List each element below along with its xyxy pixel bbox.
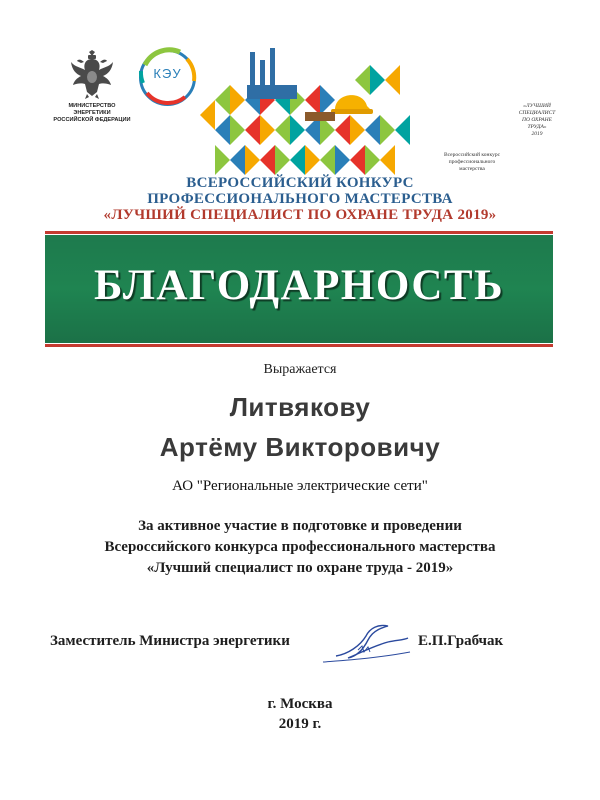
emblem-caption-line: мастерства bbox=[459, 166, 485, 172]
ministry-name-line: МИНИСТЕРСТВО ЭНЕРГЕТИКИ bbox=[68, 103, 116, 116]
emblem-caption-line: профессионального bbox=[448, 159, 496, 165]
ministry-name bbox=[52, 103, 132, 124]
signature-icon bbox=[318, 616, 418, 666]
banner-top-stripe bbox=[45, 231, 553, 234]
reason-line-2: Всероссийского конкурса профессионального мастерства bbox=[104, 539, 496, 555]
emblem-caption-line: Всероссийский конкурс bbox=[443, 152, 501, 158]
signer-position: Заместитель Министра энергетики bbox=[50, 633, 290, 649]
emblem-caption bbox=[427, 152, 517, 173]
expressed-label: Выражается bbox=[263, 362, 337, 377]
emblem-tagline-line: «ЛУЧШИЙ bbox=[523, 103, 551, 109]
mosaic-emblem-icon bbox=[195, 40, 415, 180]
double-headed-eagle-icon bbox=[69, 50, 115, 100]
emblem-tagline-line: ТРУДА» bbox=[527, 124, 547, 130]
contest-title-line-3: «ЛУЧШИЙ СПЕЦИАЛИСТ ПО ОХРАНЕ ТРУДА 2019» bbox=[103, 207, 497, 223]
ministry-logo bbox=[52, 50, 132, 124]
contest-emblem bbox=[195, 40, 556, 180]
ministry-name-line: РОССИЙСКОЙ ФЕДЕРАЦИИ bbox=[53, 117, 131, 123]
emblem-tagline bbox=[507, 103, 567, 138]
contest-title-line-1: ВСЕРОССИЙСКИЙ КОНКУРС bbox=[186, 175, 414, 191]
emblem-tagline-line: СПЕЦИАЛИСТ bbox=[518, 110, 556, 116]
keu-logo bbox=[135, 45, 200, 110]
banner-bottom-stripe bbox=[45, 344, 553, 347]
year: 2019 г. bbox=[278, 716, 322, 732]
emblem-tagline-line: 2019 bbox=[531, 131, 543, 137]
keu-logo-text: КЭУ bbox=[153, 66, 182, 81]
recipient-name: Артёму Викторовичу bbox=[159, 432, 441, 462]
place: г. Москва bbox=[267, 696, 333, 712]
emblem-tagline-line: ПО ОХРАНЕ bbox=[522, 117, 552, 123]
reason-line-3: «Лучший специалист по охране труда - 2019» bbox=[146, 560, 454, 576]
organization: АО "Региональные электрические сети" bbox=[172, 478, 428, 494]
award-title: БЛАГОДАРНОСТЬ bbox=[93, 262, 505, 309]
signer-name: Е.П.Грабчак bbox=[418, 633, 504, 649]
reason-line-1: За активное участие в подготовке и проведении bbox=[138, 518, 462, 534]
contest-title-line-2: ПРОФЕССИОНАЛЬНОГО МАСТЕРСТВА bbox=[147, 191, 453, 207]
recipient-surname: Литвякову bbox=[229, 392, 371, 422]
